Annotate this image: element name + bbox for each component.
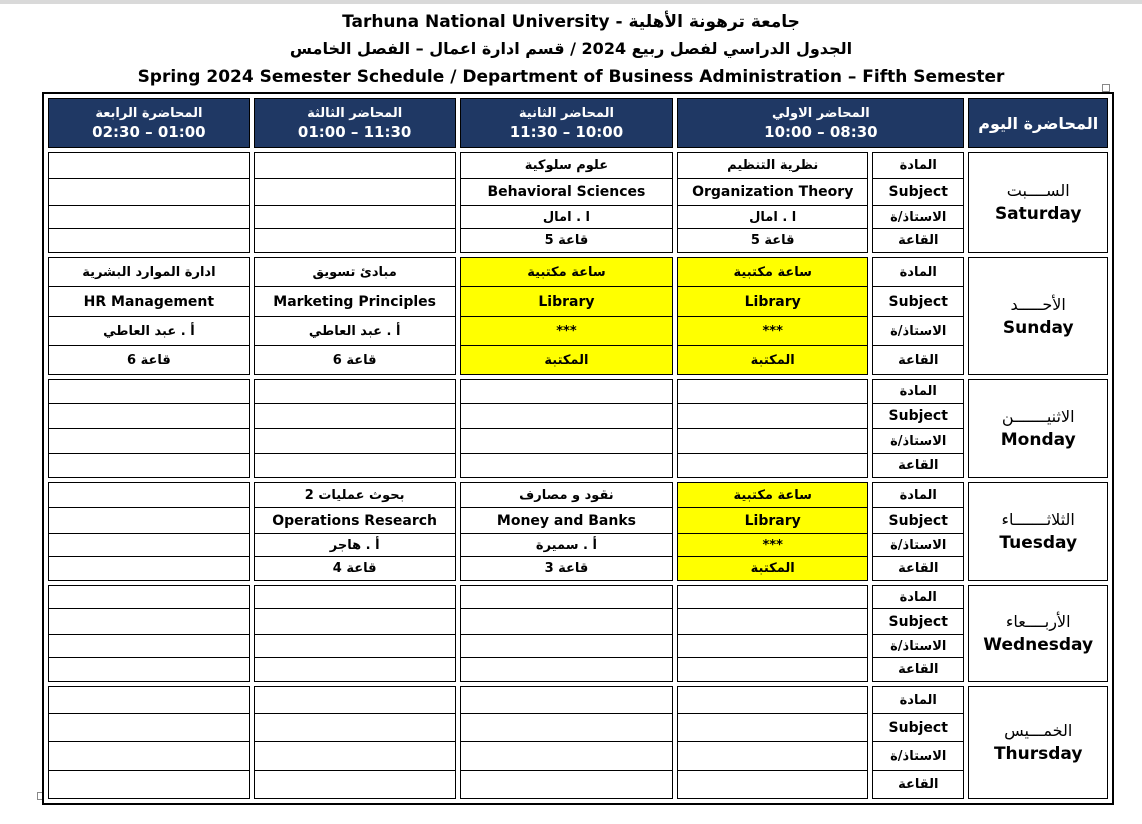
slot-saturday-lecture-1[interactable] xyxy=(677,152,868,253)
cell-instructor xyxy=(461,635,673,658)
cell-subject-english: Library xyxy=(678,508,867,534)
cell-subject-arabic xyxy=(461,687,673,714)
slot-thursday-lecture-4[interactable] xyxy=(48,686,250,799)
top-border xyxy=(0,0,1142,4)
schedule-title-arabic: الجدول الدراسي لفصل ربيع 2024 / قسم ادارة اعمال – الفصل الخامس xyxy=(289,39,853,58)
cell-room: قاعة 4 xyxy=(332,561,377,576)
university-title: جامعة ترهونة الأهلية - Tarhuna National University xyxy=(342,12,800,32)
cell-instructor xyxy=(49,206,249,229)
cell-subject-english: Organization Theory xyxy=(678,179,867,206)
cell-subject-english xyxy=(255,714,455,742)
cell-subject-arabic xyxy=(678,380,867,404)
row-label: المادة xyxy=(873,258,963,287)
cell-room: قاعة 6 xyxy=(332,352,377,368)
day-name-monday xyxy=(968,379,1108,478)
row-labels-sunday xyxy=(872,257,964,375)
row-label: الاستاذ/ة xyxy=(873,742,963,771)
cell-subject-english xyxy=(678,609,867,635)
cell-subject-arabic: ساعة مكتبية xyxy=(461,258,673,287)
cell-subject-arabic xyxy=(255,687,455,714)
cell-instructor xyxy=(49,429,249,454)
cell-subject-english xyxy=(461,609,673,635)
slot-wednesday-lecture-1[interactable] xyxy=(677,585,868,682)
slot-sunday-lecture-2[interactable] xyxy=(460,257,674,375)
cell-subject-arabic xyxy=(49,153,249,179)
cell-subject-arabic xyxy=(49,687,249,714)
day-name-arabic: الأحـــــد xyxy=(1010,294,1066,314)
cell-subject-arabic xyxy=(461,586,673,609)
slot-wednesday-lecture-4[interactable] xyxy=(48,585,250,682)
day-name-english: Tuesday xyxy=(999,533,1078,553)
header-day: المحاضرة اليوم xyxy=(968,98,1108,148)
day-name-english: Thursday xyxy=(993,744,1083,764)
cell-room xyxy=(461,658,673,682)
day-name-arabic: الاثنيـــــــن xyxy=(1001,407,1075,426)
cell-subject-english xyxy=(461,714,673,742)
cell-subject-english xyxy=(49,179,249,206)
cell-room xyxy=(255,771,455,799)
cell-room: قاعة 5 xyxy=(750,233,795,248)
cell-subject-english xyxy=(49,404,249,429)
row-label: المادة xyxy=(873,586,963,609)
cell-room xyxy=(461,454,673,478)
cell-subject-arabic xyxy=(49,483,249,508)
row-labels-wednesday xyxy=(872,585,964,682)
cell-subject-english xyxy=(461,404,673,429)
slot-monday-lecture-3[interactable] xyxy=(254,379,456,478)
cell-subject-english xyxy=(49,609,249,635)
day-name-arabic: الأربــــعاء xyxy=(1005,612,1071,631)
schedule-table xyxy=(42,92,1114,805)
cell-room xyxy=(255,454,455,478)
header-lecture-2: المحاضر الثانية 11:30 – 10:00 xyxy=(460,98,674,148)
row-label: القاعة xyxy=(898,458,939,473)
day-name-english: Saturday xyxy=(994,204,1082,224)
header-lecture-3: المحاضر الثالثة 01:00 – 11:30 xyxy=(254,98,456,148)
slot-tuesday-lecture-4[interactable] xyxy=(48,482,250,581)
day-row-saturday xyxy=(48,152,1108,253)
slot-thursday-lecture-1[interactable] xyxy=(677,686,868,799)
slot-tuesday-lecture-2[interactable] xyxy=(460,482,674,581)
cell-room xyxy=(255,658,455,682)
cell-instructor xyxy=(461,429,673,454)
header-lecture-1: المحاضر الاولي 10:00 – 08:30 xyxy=(677,98,964,148)
row-label: المادة xyxy=(873,153,963,179)
cell-room: المكتبة xyxy=(461,346,673,375)
row-label: القاعة xyxy=(898,561,939,576)
cell-instructor xyxy=(678,429,867,454)
cell-instructor: *** xyxy=(678,317,867,346)
cell-instructor: *** xyxy=(461,317,673,346)
cell-subject-arabic: ساعة مكتبية xyxy=(678,258,867,287)
slot-sunday-lecture-1[interactable] xyxy=(677,257,868,375)
cell-subject-arabic: بحوث عمليات 2 xyxy=(255,483,455,508)
row-label: الاستاذ/ة xyxy=(873,429,963,454)
day-row-tuesday xyxy=(48,482,1108,581)
cell-room: قاعة 6 xyxy=(127,352,171,368)
slot-tuesday-lecture-1[interactable] xyxy=(677,482,868,581)
row-labels-monday xyxy=(872,379,964,478)
cell-subject-arabic xyxy=(49,380,249,404)
cell-subject-english: HR Management xyxy=(49,287,249,317)
cell-subject-arabic: مبادئ تسويق xyxy=(255,258,455,287)
cell-instructor xyxy=(678,635,867,658)
day-name-arabic: الســــبت xyxy=(1006,181,1070,200)
row-labels-thursday xyxy=(872,686,964,799)
cell-instructor: أ . عبد العاطي xyxy=(49,317,249,346)
cell-instructor: أ . عبد العاطي xyxy=(255,317,455,346)
cell-subject-arabic xyxy=(678,586,867,609)
cell-subject-english xyxy=(255,404,455,429)
slot-monday-lecture-1[interactable] xyxy=(677,379,868,478)
day-name-tuesday xyxy=(968,482,1108,581)
header-lecture-4: المحاضرة الرابعة 02:30 – 01:00 xyxy=(48,98,250,148)
cell-subject-english: Marketing Principles xyxy=(255,287,455,317)
cell-subject-arabic xyxy=(255,380,455,404)
cell-instructor xyxy=(255,635,455,658)
row-label: المادة xyxy=(873,380,963,404)
cell-room xyxy=(49,658,249,682)
cell-room xyxy=(678,771,867,799)
day-name-thursday xyxy=(968,686,1108,799)
row-label: الاستاذ/ة xyxy=(873,206,963,229)
slot-saturday-lecture-4[interactable] xyxy=(48,152,250,253)
cell-subject-english xyxy=(678,714,867,742)
cell-subject-english xyxy=(255,609,455,635)
cell-room: المكتبة xyxy=(678,346,867,375)
cell-room: قاعة 3 xyxy=(544,561,589,576)
cell-instructor: ا . امال xyxy=(461,206,673,229)
cell-room xyxy=(461,771,673,799)
row-label: Subject xyxy=(873,714,963,742)
cell-subject-english xyxy=(255,179,455,206)
cell-instructor xyxy=(678,742,867,771)
slot-wednesday-lecture-3[interactable] xyxy=(254,585,456,682)
row-label: القاعة xyxy=(898,352,939,368)
cell-room xyxy=(255,229,455,253)
slot-saturday-lecture-2[interactable] xyxy=(460,152,674,253)
cell-subject-english: Money and Banks xyxy=(461,508,673,534)
row-label: Subject xyxy=(873,508,963,534)
slot-thursday-lecture-2[interactable] xyxy=(460,686,674,799)
row-label: Subject xyxy=(873,287,963,317)
cell-subject-arabic: علوم سلوكية xyxy=(461,153,673,179)
row-label: المادة xyxy=(873,483,963,508)
cell-room: المكتبة xyxy=(678,557,867,581)
row-label: الاستاذ/ة xyxy=(873,534,963,557)
cell-subject-english xyxy=(49,714,249,742)
cell-room xyxy=(49,454,249,478)
cell-instructor: *** xyxy=(678,534,867,557)
cell-room xyxy=(49,229,249,253)
cell-subject-arabic xyxy=(255,153,455,179)
row-label: الاستاذ/ة xyxy=(873,635,963,658)
cell-subject-english xyxy=(49,508,249,534)
cell-subject-english: Behavioral Sciences xyxy=(461,179,673,206)
slot-monday-lecture-4[interactable] xyxy=(48,379,250,478)
day-name-english: Wednesday xyxy=(983,635,1094,655)
cell-subject-arabic xyxy=(255,586,455,609)
cell-subject-arabic: نظرية التنظيم xyxy=(678,153,867,179)
cell-instructor xyxy=(49,635,249,658)
cell-instructor: أ . سميرة xyxy=(461,534,673,557)
cell-subject-english xyxy=(678,404,867,429)
row-label: Subject xyxy=(873,609,963,635)
slot-sunday-lecture-4[interactable] xyxy=(48,257,250,375)
cell-subject-arabic: ادارة الموارد البشرية xyxy=(49,258,249,287)
slot-thursday-lecture-3[interactable] xyxy=(254,686,456,799)
table-resize-handle-top[interactable] xyxy=(1102,84,1110,92)
day-name-arabic: الخمـــيس xyxy=(1004,721,1073,740)
day-row-monday xyxy=(48,379,1108,478)
cell-room: قاعة 5 xyxy=(544,233,589,248)
row-labels-saturday xyxy=(872,152,964,253)
cell-subject-arabic xyxy=(461,380,673,404)
cell-instructor xyxy=(49,742,249,771)
cell-room xyxy=(49,771,249,799)
cell-instructor: أ . هاجر xyxy=(255,534,455,557)
cell-instructor xyxy=(255,206,455,229)
cell-subject-english: Library xyxy=(678,287,867,317)
cell-instructor: ا . امال xyxy=(678,206,867,229)
cell-instructor xyxy=(255,742,455,771)
day-name-wednesday xyxy=(968,585,1108,682)
day-name-saturday xyxy=(968,152,1108,253)
cell-subject-arabic xyxy=(49,586,249,609)
day-row-wednesday xyxy=(48,585,1108,682)
day-row-thursday xyxy=(48,686,1108,799)
day-name-english: Monday xyxy=(1000,430,1076,450)
slot-monday-lecture-2[interactable] xyxy=(460,379,674,478)
cell-room xyxy=(49,557,249,581)
day-name-arabic: الثلاثـــــــاء xyxy=(1001,510,1075,529)
slot-wednesday-lecture-2[interactable] xyxy=(460,585,674,682)
cell-subject-english: Library xyxy=(461,287,673,317)
row-label: الاستاذ/ة xyxy=(873,317,963,346)
row-label: القاعة xyxy=(898,662,939,677)
cell-room xyxy=(678,454,867,478)
cell-subject-arabic xyxy=(678,687,867,714)
cell-instructor xyxy=(255,429,455,454)
row-label: القاعة xyxy=(898,777,939,792)
row-label: المادة xyxy=(873,687,963,714)
row-label: Subject xyxy=(873,179,963,206)
slot-tuesday-lecture-3[interactable] xyxy=(254,482,456,581)
row-label: القاعة xyxy=(898,233,939,248)
slot-saturday-lecture-3[interactable] xyxy=(254,152,456,253)
day-name-english: Sunday xyxy=(1002,317,1074,338)
day-name-sunday xyxy=(968,257,1108,375)
slot-sunday-lecture-3[interactable] xyxy=(254,257,456,375)
schedule-title-english: Spring 2024 Semester Schedule / Department of Business Administration – Fifth Semester xyxy=(137,67,1005,87)
cell-subject-arabic: نقود و مصارف xyxy=(461,483,673,508)
cell-subject-arabic: ساعة مكتبية xyxy=(678,483,867,508)
row-label: Subject xyxy=(873,404,963,429)
day-row-sunday xyxy=(48,257,1108,375)
cell-room xyxy=(678,658,867,682)
cell-instructor xyxy=(461,742,673,771)
cell-subject-english: Operations Research xyxy=(255,508,455,534)
cell-instructor xyxy=(49,534,249,557)
row-labels-tuesday xyxy=(872,482,964,581)
